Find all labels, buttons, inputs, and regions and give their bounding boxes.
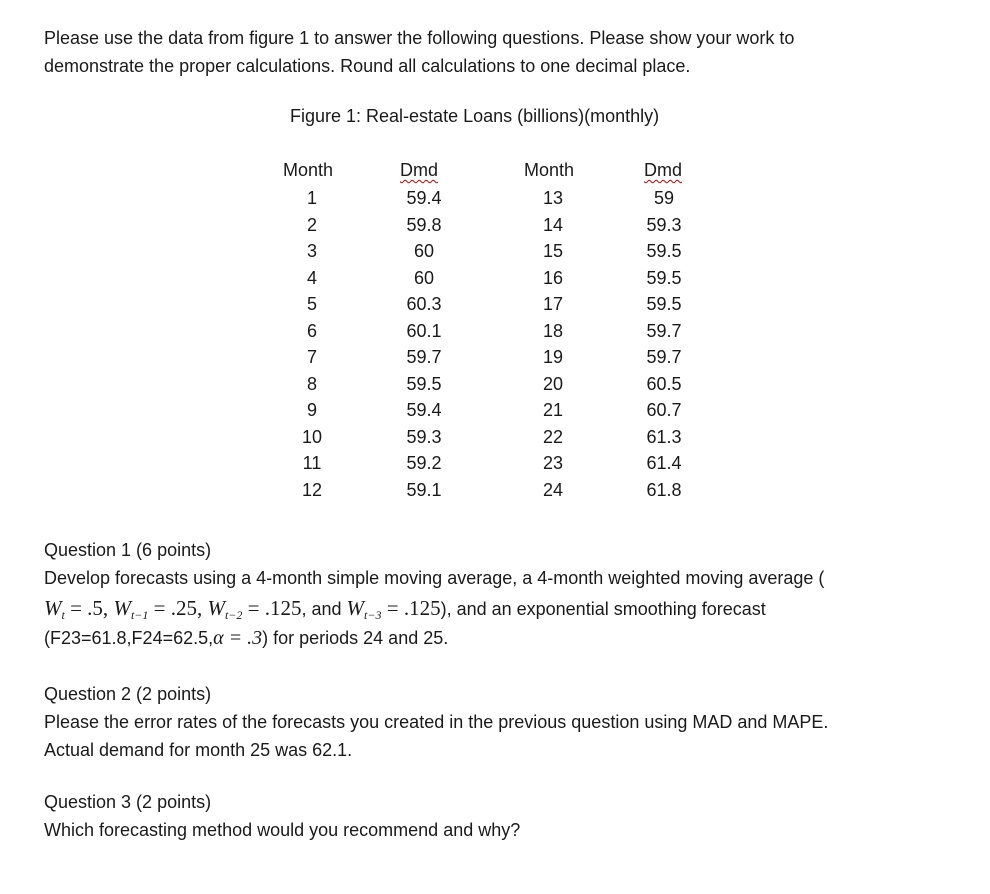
table-cell: 59.1 xyxy=(406,479,442,500)
weight-t-3: $W_{t-3} = .125$ xyxy=(346,596,441,622)
header-dmd-right: Dmd xyxy=(644,160,683,180)
table-cell: 10 xyxy=(301,426,323,447)
table-cell: 22 xyxy=(542,426,564,447)
instructions-line-1: Please use the data from figure 1 to answer the following questions. Please show your work to xyxy=(44,28,795,48)
weight-t-1: $W_{t-1} = .25$, xyxy=(113,596,208,622)
table-cell: 18 xyxy=(542,320,564,341)
table-cell: 60.3 xyxy=(406,294,442,314)
question-1-line-3: (F23=61.8,F24=62.5,α = .3) for periods 24 and 25. xyxy=(44,627,449,649)
header-dmd-left: Dmd xyxy=(400,160,439,180)
question-2-line-2: Actual demand for month 25 was 62.1. xyxy=(44,740,353,760)
question-1-line-1: Develop forecasts using a 4-month simple moving average, a 4-month weighted moving average ( xyxy=(44,568,825,588)
table-cell: 1 xyxy=(306,188,317,208)
question-3 xyxy=(44,788,520,844)
weight-t-2: $W_{t-2} = .125$ xyxy=(207,596,302,622)
column-month-left xyxy=(292,185,332,503)
question-1-line-2: $W_t = .5$, $W_{t-1} = .25$, $W_{t-2} = .125$, and $W_{t-3} = .125$), and an exponential smoothing forecast xyxy=(44,596,766,622)
table-cell: 61.8 xyxy=(646,479,682,500)
column-dmd-left xyxy=(396,185,452,503)
column-month-right xyxy=(533,185,573,503)
column-dmd-right xyxy=(636,185,692,503)
table-cell: 3 xyxy=(306,241,317,261)
table-cell: 19 xyxy=(542,347,564,367)
table-cell: 59.3 xyxy=(406,426,442,447)
table-cell: 61.3 xyxy=(646,426,682,447)
question-3-line-1: Which forecasting method would you recommend and why? xyxy=(44,820,521,840)
table-cell: 59.4 xyxy=(406,400,442,420)
table-cell: 59.5 xyxy=(406,373,442,394)
table-cell: 59.2 xyxy=(406,453,442,473)
instructions-line-2: demonstrate the proper calculations. Round all calculations to one decimal place. xyxy=(44,56,691,76)
table-cell: 24 xyxy=(542,479,564,500)
question-2-title: Question 2 (2 points) xyxy=(44,684,212,704)
table-cell: 9 xyxy=(306,400,317,420)
header-month-right: Month xyxy=(524,160,575,180)
table-cell: 60.5 xyxy=(646,373,682,394)
table-cell: 4 xyxy=(306,267,317,288)
table-cell: 15 xyxy=(542,241,564,261)
question-1 xyxy=(44,536,824,652)
table-cell: 61.4 xyxy=(646,453,682,473)
question-3-title: Question 3 (2 points) xyxy=(44,792,212,812)
table-cell: 60 xyxy=(413,267,435,288)
table-cell: 7 xyxy=(306,347,317,367)
table-cell: 8 xyxy=(306,373,317,394)
table-cell: 6 xyxy=(306,320,317,341)
table-cell: 21 xyxy=(542,400,564,420)
question-2-line-1: Please the error rates of the forecasts you created in the previous question using MAD and MAPE. xyxy=(44,712,829,732)
table-cell: 59.8 xyxy=(406,214,442,235)
weight-t: $W_t = .5$, xyxy=(44,596,114,622)
table-cell: 59.7 xyxy=(646,347,682,367)
table-cell: 60.1 xyxy=(406,320,442,341)
header-month-left: Month xyxy=(283,160,334,180)
table-cell: 59.4 xyxy=(406,188,442,208)
question-2 xyxy=(44,680,828,764)
table-cell: 59.5 xyxy=(646,241,682,261)
table-cell: 59.7 xyxy=(406,347,442,367)
table-cell: 13 xyxy=(542,188,564,208)
table-cell: 23 xyxy=(542,453,564,473)
table-cell: 60 xyxy=(413,241,435,261)
table-cell: 11 xyxy=(302,453,322,473)
table-cell: 60.7 xyxy=(646,400,682,420)
alpha: α = .3 xyxy=(213,627,263,649)
question-1-title: Question 1 (6 points) xyxy=(44,540,212,560)
table-cell: 59.7 xyxy=(646,320,682,341)
table-cell: 16 xyxy=(542,267,564,288)
table-cell: 5 xyxy=(306,294,317,314)
table-cell: 2 xyxy=(306,214,317,235)
table-cell: 59.5 xyxy=(646,294,682,314)
table-cell: 12 xyxy=(301,479,323,500)
table-cell: 59 xyxy=(653,188,675,208)
table-cell: 20 xyxy=(542,373,564,394)
table-cell: 59.3 xyxy=(646,214,682,235)
instructions xyxy=(44,24,794,80)
table-cell: 17 xyxy=(542,294,564,314)
table-cell: 59.5 xyxy=(646,267,682,288)
figure-caption: Figure 1: Real-estate Loans (billions)(monthly) xyxy=(290,106,660,126)
table-cell: 14 xyxy=(542,214,564,235)
